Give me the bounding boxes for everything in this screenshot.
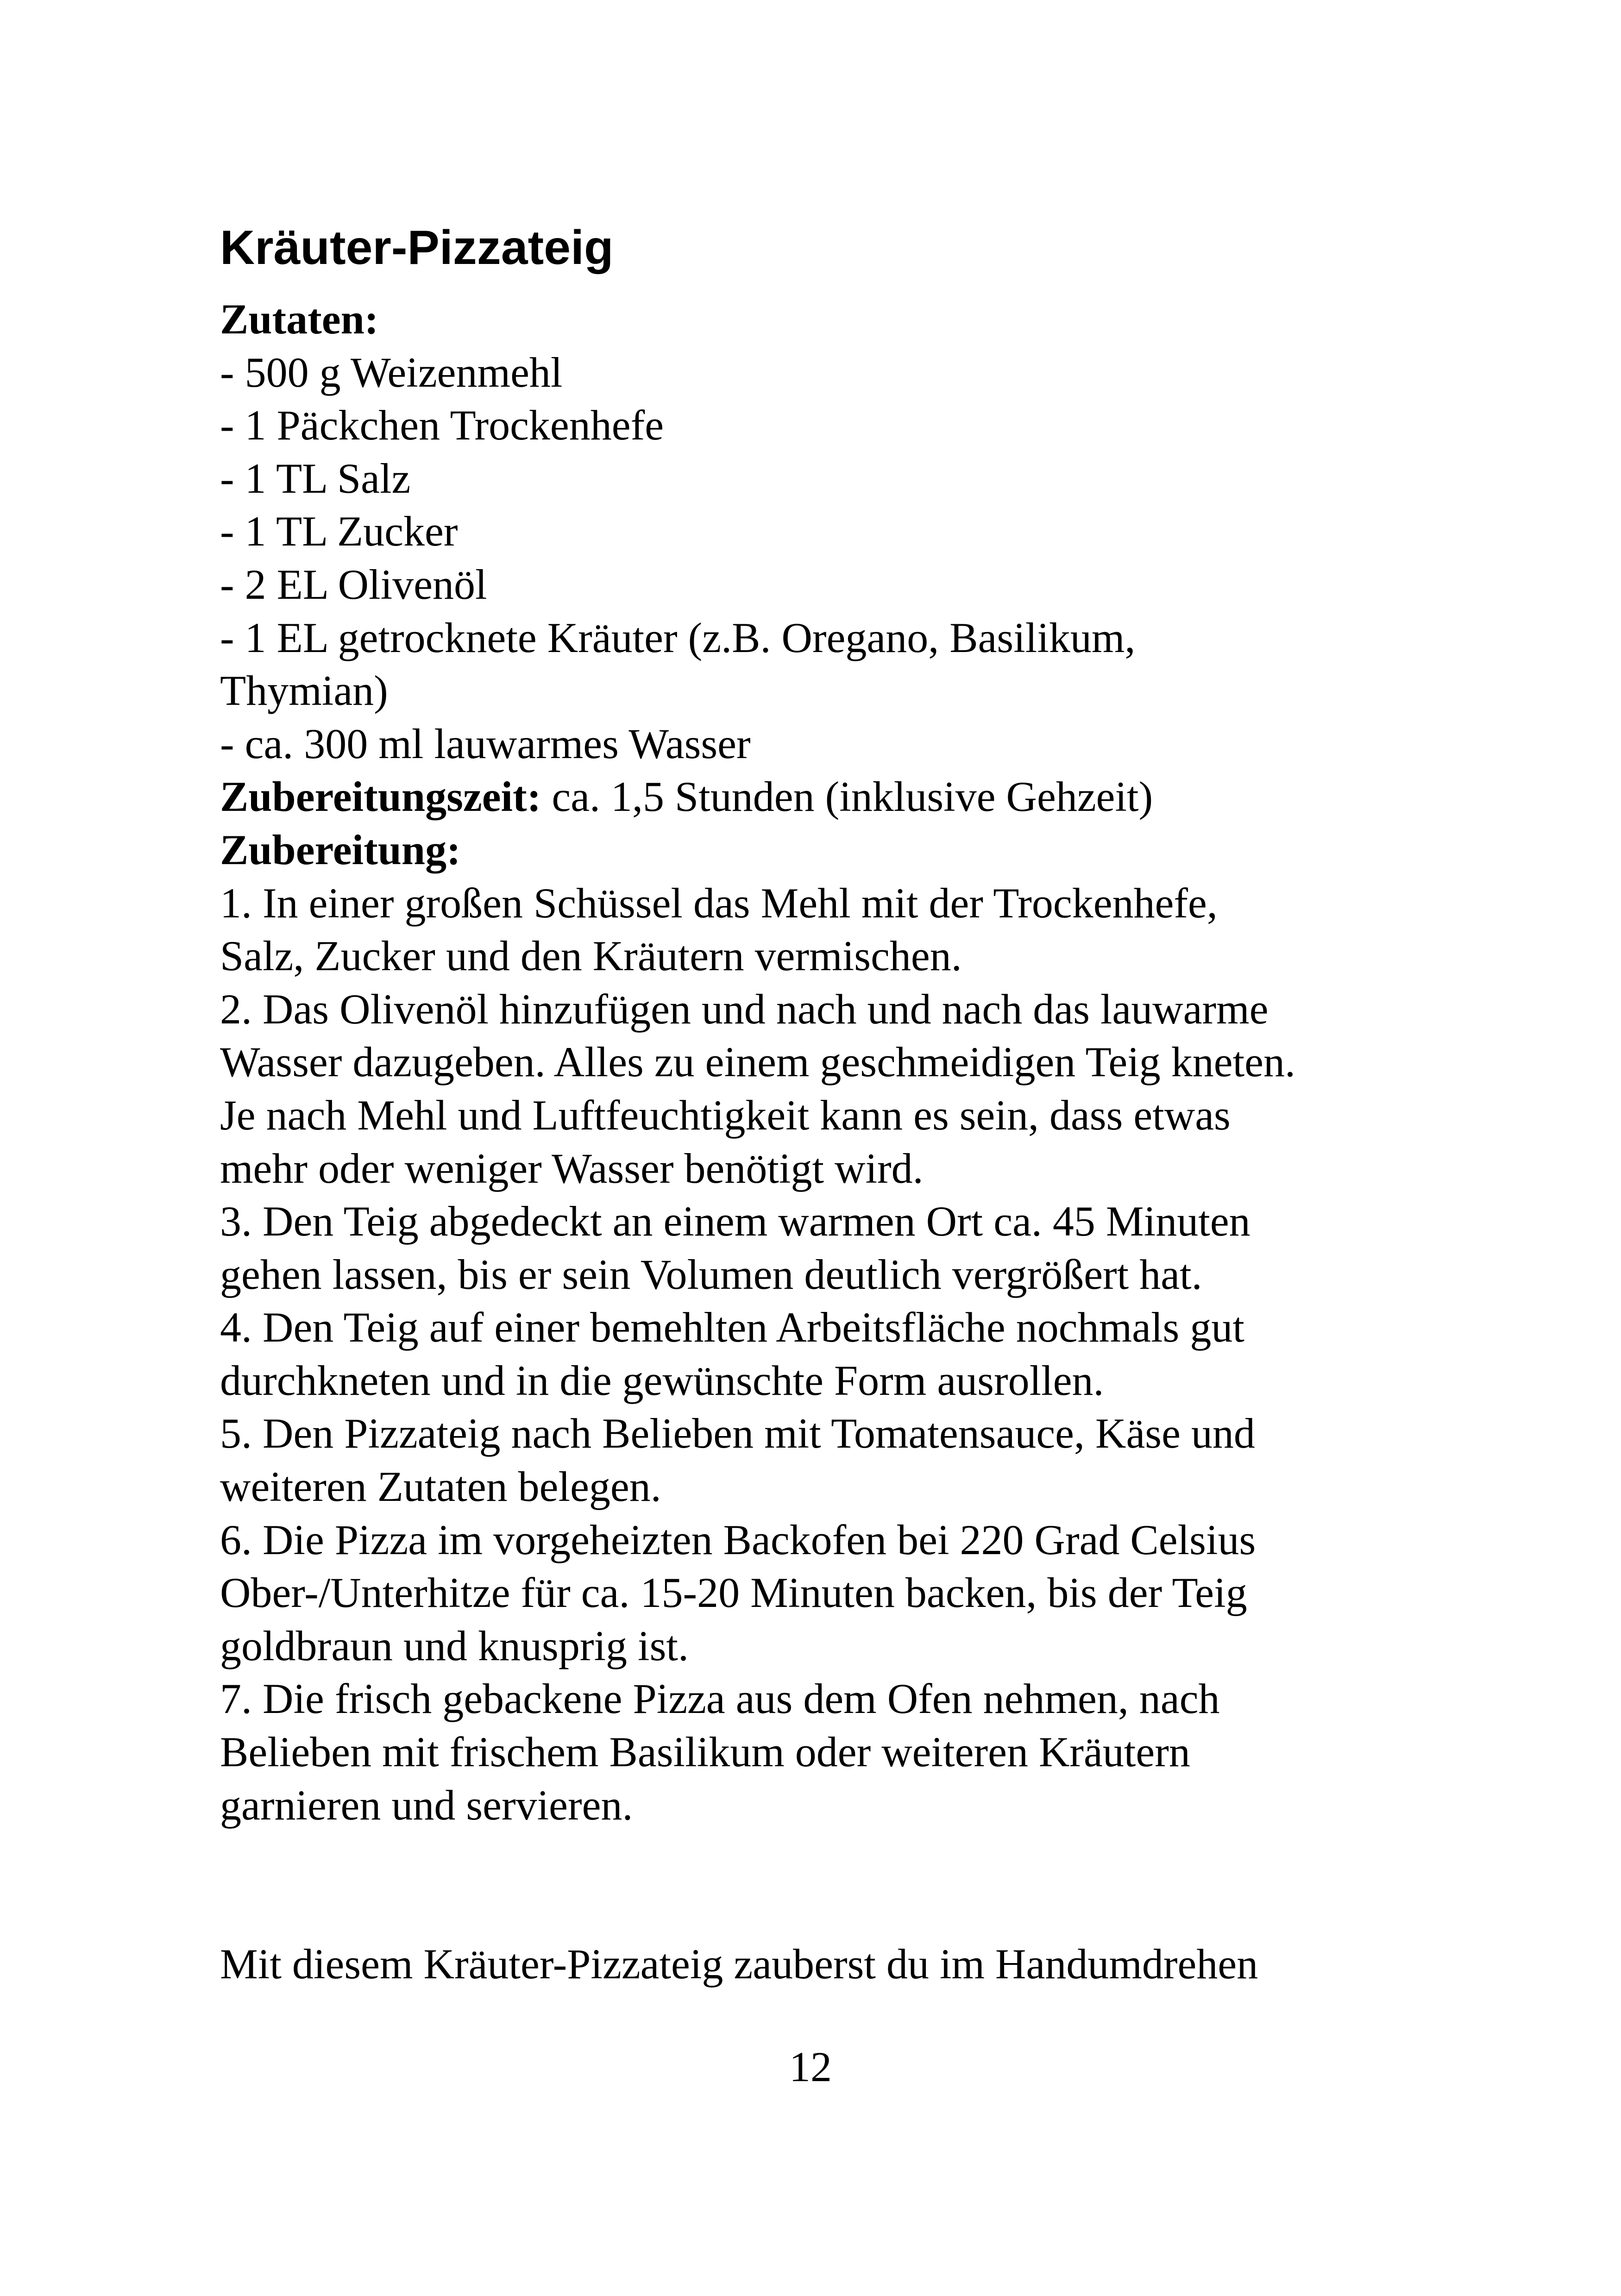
page-content xyxy=(220,218,1433,1991)
step-line: gehen lassen, bis er sein Volumen deutlich vergrößert hat. xyxy=(220,1250,1202,1298)
ingredient-line: Thymian) xyxy=(220,667,388,715)
ingredient-line: - 1 Päckchen Trockenhefe xyxy=(220,401,664,449)
step-line: mehr oder weniger Wasser benötigt wird. xyxy=(220,1144,924,1192)
ingredient-line: - 1 TL Salz xyxy=(220,454,411,502)
step-line: Je nach Mehl und Luftfeuchtigkeit kann es sein, dass etwas xyxy=(220,1091,1231,1139)
ingredient-line: - 2 EL Olivenöl xyxy=(220,560,487,608)
step-line: Salz, Zucker und den Kräutern vermischen. xyxy=(220,932,962,980)
step-line: 1. In einer großen Schüssel das Mehl mit der Trockenhefe, xyxy=(220,879,1218,927)
ingredient-line: - 500 g Weizenmehl xyxy=(220,348,563,396)
paragraph-gap xyxy=(220,1832,1433,1938)
preparation-heading: Zubereitung: xyxy=(220,826,461,873)
steps-list xyxy=(220,877,1433,1832)
step-line: garnieren und servieren. xyxy=(220,1781,633,1829)
step-line: weiteren Zutaten belegen. xyxy=(220,1463,661,1511)
step-line: 4. Den Teig auf einer bemehlten Arbeitsfläche nochmals gut xyxy=(220,1304,1244,1351)
ingredient-line: - ca. 300 ml lauwarmes Wasser xyxy=(220,720,751,767)
page-number: 12 xyxy=(789,2043,832,2090)
prep-time-label: Zubereitungszeit: xyxy=(220,773,541,821)
step-line: Ober-/Unterhitze für ca. 15-20 Minuten backen, bis der Teig xyxy=(220,1569,1247,1617)
step-line: goldbraun und knusprig ist. xyxy=(220,1622,689,1669)
ingredients-heading: Zutaten: xyxy=(220,295,379,343)
step-line: Belieben mit frischem Basilikum oder weiteren Kräutern xyxy=(220,1728,1190,1776)
ingredients-list xyxy=(220,346,1433,771)
recipe-title: Kräuter-Pizzateig xyxy=(220,221,614,275)
prep-time xyxy=(220,770,1433,823)
closing-text: Mit diesem Kräuter-Pizzateig zauberst du im Handumdrehen xyxy=(220,1940,1258,1988)
step-line: 3. Den Teig abgedeckt an einem warmen Ort ca. 45 Minuten xyxy=(220,1198,1250,1245)
ingredient-line: - 1 TL Zucker xyxy=(220,508,458,555)
recipe-body xyxy=(220,293,1433,1991)
step-line: Wasser dazugeben. Alles zu einem geschmeidigen Teig kneten. xyxy=(220,1038,1296,1086)
ingredient-line: - 1 EL getrocknete Kräuter (z.B. Oregano, Basilikum, xyxy=(220,614,1136,661)
prep-time-value: ca. 1,5 Stunden (inklusive Gehzeit) xyxy=(541,773,1153,821)
step-line: 6. Die Pizza im vorgeheizten Backofen bei 220 Grad Celsius xyxy=(220,1516,1256,1563)
step-line: 5. Den Pizzateig nach Belieben mit Tomatensauce, Käse und xyxy=(220,1410,1255,1457)
step-line: 2. Das Olivenöl hinzufügen und nach und nach das lauwarme xyxy=(220,985,1269,1033)
step-line: 7. Die frisch gebackene Pizza aus dem Ofen nehmen, nach xyxy=(220,1675,1220,1723)
step-line: durchkneten und in die gewünschte Form ausrollen. xyxy=(220,1356,1104,1404)
